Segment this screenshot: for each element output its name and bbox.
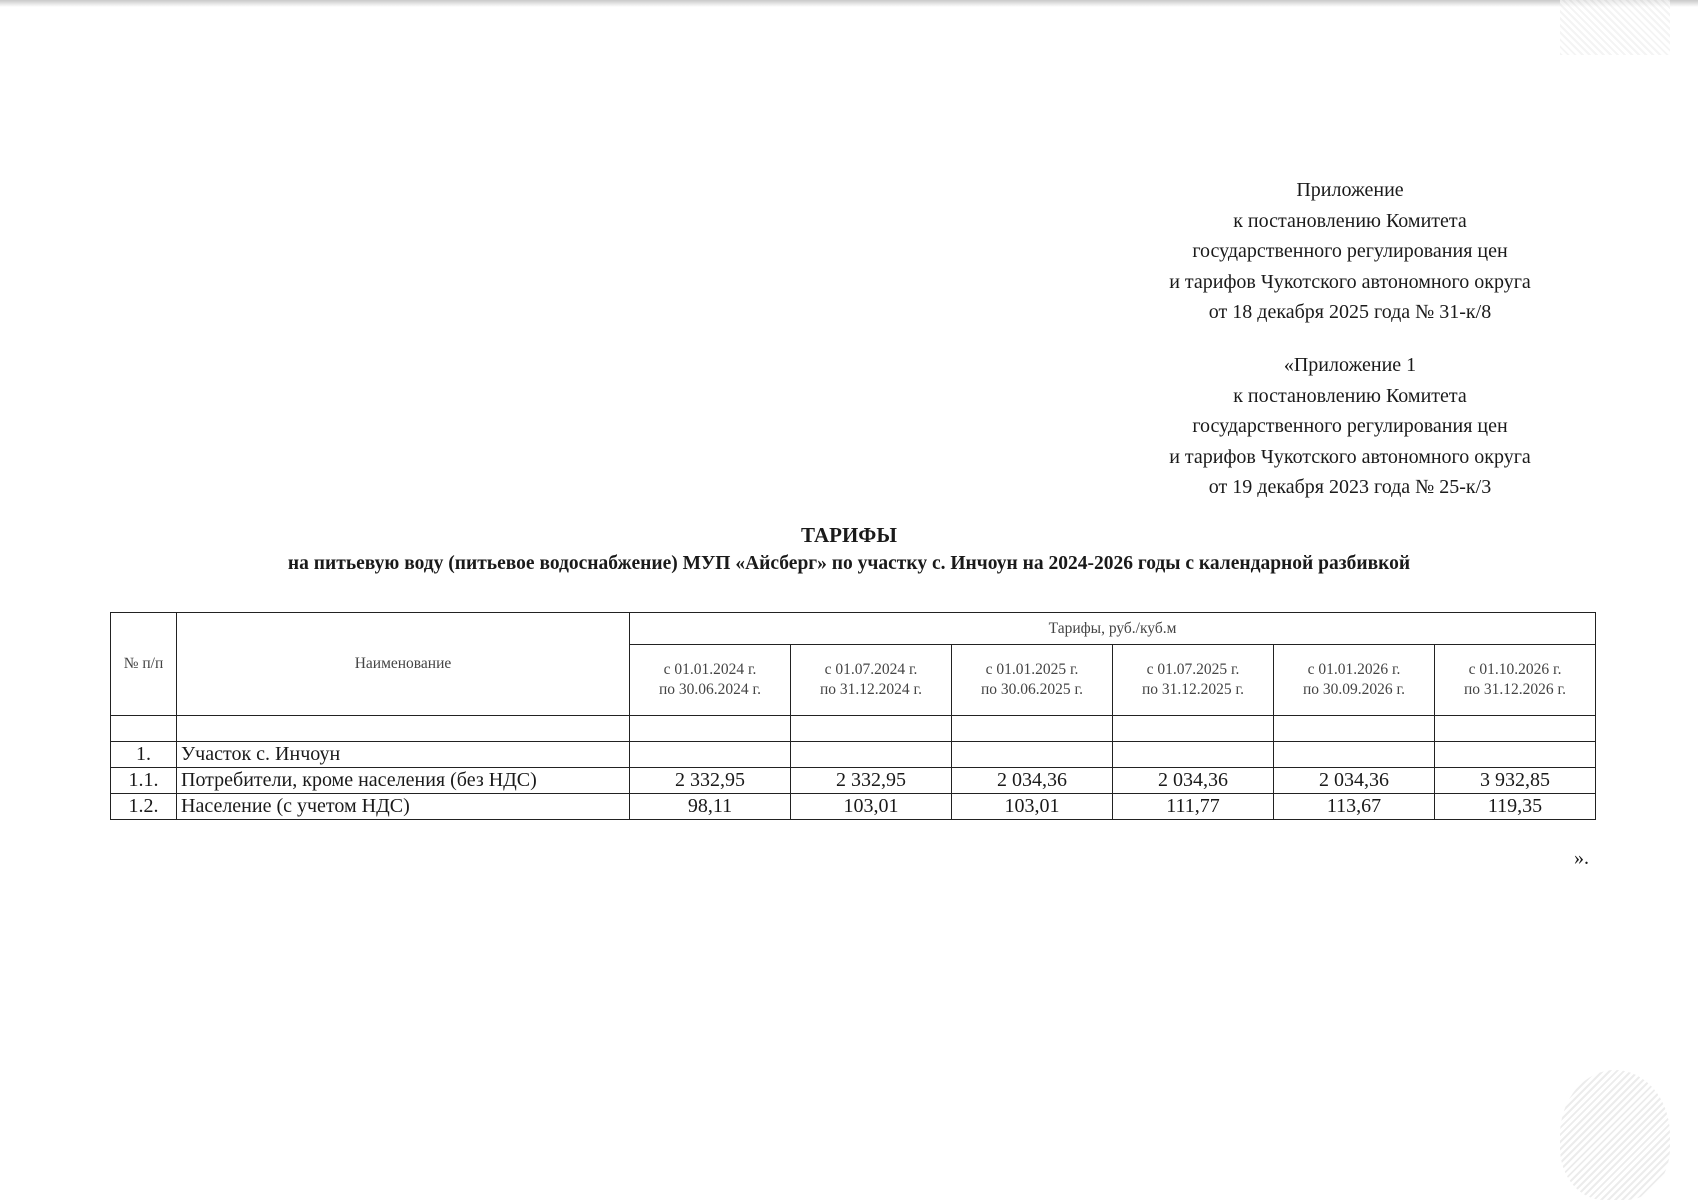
column-number <box>1274 716 1435 742</box>
column-number <box>111 716 177 742</box>
appendix-header-line: от 18 декабря 2025 года № 31-к/8 <box>1208 301 1492 323</box>
tariff-value <box>791 742 952 768</box>
period-to: по 30.09.2026 г. <box>1302 681 1406 698</box>
closing-quote: ». <box>1574 847 1589 869</box>
column-number <box>1435 716 1596 742</box>
column-number <box>1113 716 1274 742</box>
appendix-header-line: и тарифов Чукотского автономного округа <box>1169 270 1531 293</box>
tariff-value: 2 034,36 <box>1113 768 1274 794</box>
period-from: с 01.10.2026 г. <box>1468 661 1562 678</box>
scan-top-edge <box>0 0 1698 7</box>
period-to: по 30.06.2025 г. <box>980 681 1084 698</box>
header-tariffs: Тарифы, руб./куб.м <box>630 613 1596 645</box>
tariff-value: 119,35 <box>1435 794 1596 820</box>
row-name: Потребители, кроме населения (без НДС) <box>177 768 630 794</box>
period-to: по 31.12.2025 г. <box>1141 681 1245 698</box>
header-period <box>1435 645 1596 716</box>
table-header-row <box>111 613 1596 645</box>
row-name: Участок с. Инчоун <box>177 742 630 768</box>
row-number: 1.2. <box>111 794 177 820</box>
header-name: Наименование <box>177 613 630 716</box>
period-from: с 01.07.2025 г. <box>1146 661 1240 678</box>
tariff-value <box>1113 742 1274 768</box>
previous-appendix-line: к постановлению Комитета <box>1233 384 1467 407</box>
header-number: № п/п <box>111 613 177 716</box>
tariff-value: 98,11 <box>630 794 791 820</box>
column-number <box>791 716 952 742</box>
scan-corner-mark <box>1560 0 1670 55</box>
tariff-value <box>1274 742 1435 768</box>
tariff-value: 103,01 <box>952 794 1113 820</box>
period-from: с 01.07.2024 г. <box>824 661 918 678</box>
appendix-header-line: к постановлению Комитета <box>1233 209 1467 232</box>
tariff-value: 111,77 <box>1113 794 1274 820</box>
previous-appendix-line: «Приложение 1 <box>1283 354 1417 376</box>
appendix-header-line: государственного регулирования цен <box>1192 240 1508 262</box>
document-subtitle: на питьевую воду (питьевое водоснабжение) МУП «Айсберг» по участку с. Инчоун на 2024-2026 годы с календарной разбивкой <box>287 553 1411 574</box>
tariff-table <box>110 612 1596 820</box>
appendix-header-line: Приложение <box>1296 179 1404 201</box>
period-to: по 30.06.2024 г. <box>658 681 762 698</box>
tariff-value <box>630 742 791 768</box>
table-row <box>111 742 1596 768</box>
row-number: 1. <box>111 742 177 768</box>
appendix-header <box>1130 175 1570 328</box>
column-number <box>177 716 630 742</box>
header-period <box>1274 645 1435 716</box>
tariff-value: 2 332,95 <box>630 768 791 794</box>
period-from: с 01.01.2024 г. <box>663 661 757 678</box>
header-period <box>791 645 952 716</box>
period-from: с 01.01.2025 г. <box>985 661 1079 678</box>
document-title: ТАРИФЫ <box>801 523 897 547</box>
tariff-value: 2 034,36 <box>1274 768 1435 794</box>
previous-appendix-line: от 19 декабря 2023 года № 25-к/3 <box>1208 476 1492 498</box>
previous-appendix-header <box>1130 350 1570 503</box>
tariff-value <box>1435 742 1596 768</box>
seal-imprint <box>1560 1070 1670 1200</box>
column-number <box>952 716 1113 742</box>
previous-appendix-line: и тарифов Чукотского автономного округа <box>1169 445 1531 468</box>
tariff-value: 113,67 <box>1274 794 1435 820</box>
header-period <box>1113 645 1274 716</box>
row-number: 1.1. <box>111 768 177 794</box>
header-period <box>952 645 1113 716</box>
header-period <box>630 645 791 716</box>
tariff-value: 3 932,85 <box>1435 768 1596 794</box>
period-to: по 31.12.2024 г. <box>819 681 923 698</box>
tariff-value: 2 034,36 <box>952 768 1113 794</box>
table-row <box>111 768 1596 794</box>
period-from: с 01.01.2026 г. <box>1307 661 1401 678</box>
tariff-value: 103,01 <box>791 794 952 820</box>
row-name: Население (с учетом НДС) <box>177 794 630 820</box>
period-to: по 31.12.2026 г. <box>1464 681 1567 698</box>
column-number-row <box>111 716 1596 742</box>
column-number <box>630 716 791 742</box>
previous-appendix-line: государственного регулирования цен <box>1192 415 1508 437</box>
tariff-value <box>952 742 1113 768</box>
table-row <box>111 794 1596 820</box>
tariff-value: 2 332,95 <box>791 768 952 794</box>
